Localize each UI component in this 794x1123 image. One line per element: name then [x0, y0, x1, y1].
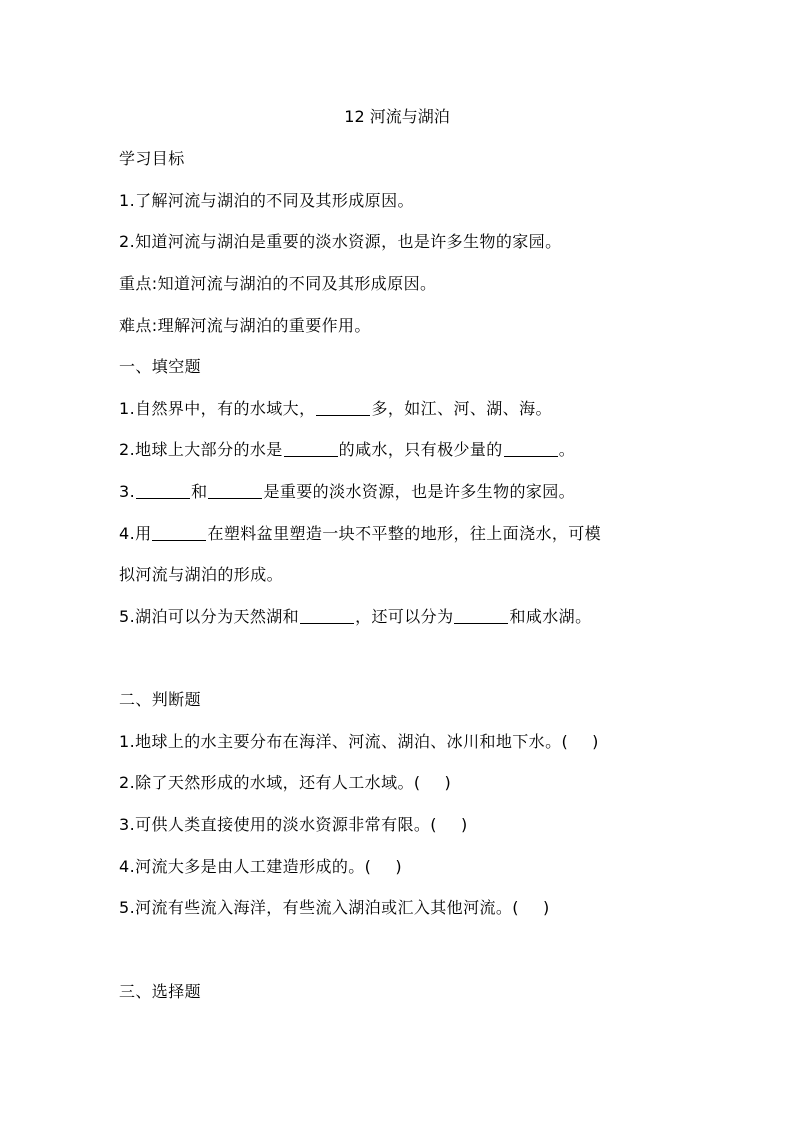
- answer-blank[interactable]: [208, 482, 262, 499]
- judge-question: [119, 856, 402, 878]
- question-text: 2.地球上大部分的水是: [119, 440, 283, 459]
- question-text: 3.可供人类直接使用的淡水资源非常有限。: [119, 815, 431, 834]
- question-text: 4.用: [119, 524, 152, 543]
- question-text: 和: [191, 482, 208, 501]
- answer-bracket[interactable]: ( ): [364, 857, 402, 876]
- fill-question-5: [119, 606, 592, 628]
- fill-question-4: [119, 523, 601, 545]
- answer-blank[interactable]: [454, 607, 508, 624]
- judge-question: [119, 772, 451, 794]
- fill-question-3: [119, 481, 575, 503]
- objective-item: 1.了解河流与湖泊的不同及其形成原因。: [119, 191, 414, 210]
- fill-question-2: [119, 439, 575, 461]
- question-text: 。: [558, 440, 576, 459]
- answer-blank[interactable]: [504, 440, 558, 457]
- question-text: 多，如江、河、湖、海。: [371, 399, 552, 418]
- page-title: 12 河流与湖泊: [344, 107, 450, 126]
- judge-heading: 二、判断题: [119, 690, 202, 709]
- judge-question: [119, 897, 550, 919]
- question-text: 1.自然界中，有的水域大，: [119, 399, 316, 418]
- key-point: 重点:知道河流与湖泊的不同及其形成原因。: [119, 274, 437, 293]
- question-text: 3.: [119, 482, 136, 501]
- question-text: 5.湖泊可以分为天然湖和: [119, 607, 300, 626]
- question-text: 和咸水湖。: [509, 607, 592, 626]
- choice-heading: 三、选择题: [119, 982, 202, 1001]
- answer-blank[interactable]: [152, 524, 206, 541]
- judge-question: [119, 731, 599, 753]
- fill-blank-heading: 一、填空题: [119, 357, 202, 376]
- answer-bracket[interactable]: ( ): [413, 773, 452, 792]
- answer-bracket[interactable]: ( ): [430, 815, 468, 834]
- question-text: 的咸水，只有极少量的: [338, 440, 503, 459]
- difficulty-point: 难点:理解河流与湖泊的重要作用。: [119, 316, 371, 335]
- judge-question: [119, 814, 468, 836]
- question-text: ，还可以分为: [355, 607, 454, 626]
- question-text: 2.除了天然形成的水域，还有人工水域。: [119, 773, 414, 792]
- objective-item: 2.知道河流与湖泊是重要的淡水资源，也是许多生物的家园。: [119, 232, 562, 251]
- fill-question-4-continued: 拟河流与湖泊的形成。: [119, 565, 284, 584]
- objectives-heading: 学习目标: [119, 149, 185, 168]
- answer-blank[interactable]: [284, 440, 338, 457]
- question-text: 5.河流有些流入海洋，有些流入湖泊或汇入其他河流。: [119, 898, 513, 917]
- answer-blank[interactable]: [300, 607, 354, 624]
- question-text: 在塑料盆里塑造一块不平整的地形，往上面浇水，可模: [207, 524, 602, 543]
- answer-bracket[interactable]: ( ): [512, 898, 550, 917]
- answer-bracket[interactable]: ( ): [561, 732, 599, 751]
- answer-blank[interactable]: [316, 399, 370, 416]
- answer-blank[interactable]: [136, 482, 190, 499]
- question-text: 1.地球上的水主要分布在海洋、河流、湖泊、冰川和地下水。: [119, 732, 562, 751]
- question-text: 4.河流大多是由人工建造形成的。: [119, 857, 365, 876]
- question-text: 是重要的淡水资源，也是许多生物的家园。: [263, 482, 576, 501]
- fill-question-1: [119, 398, 552, 420]
